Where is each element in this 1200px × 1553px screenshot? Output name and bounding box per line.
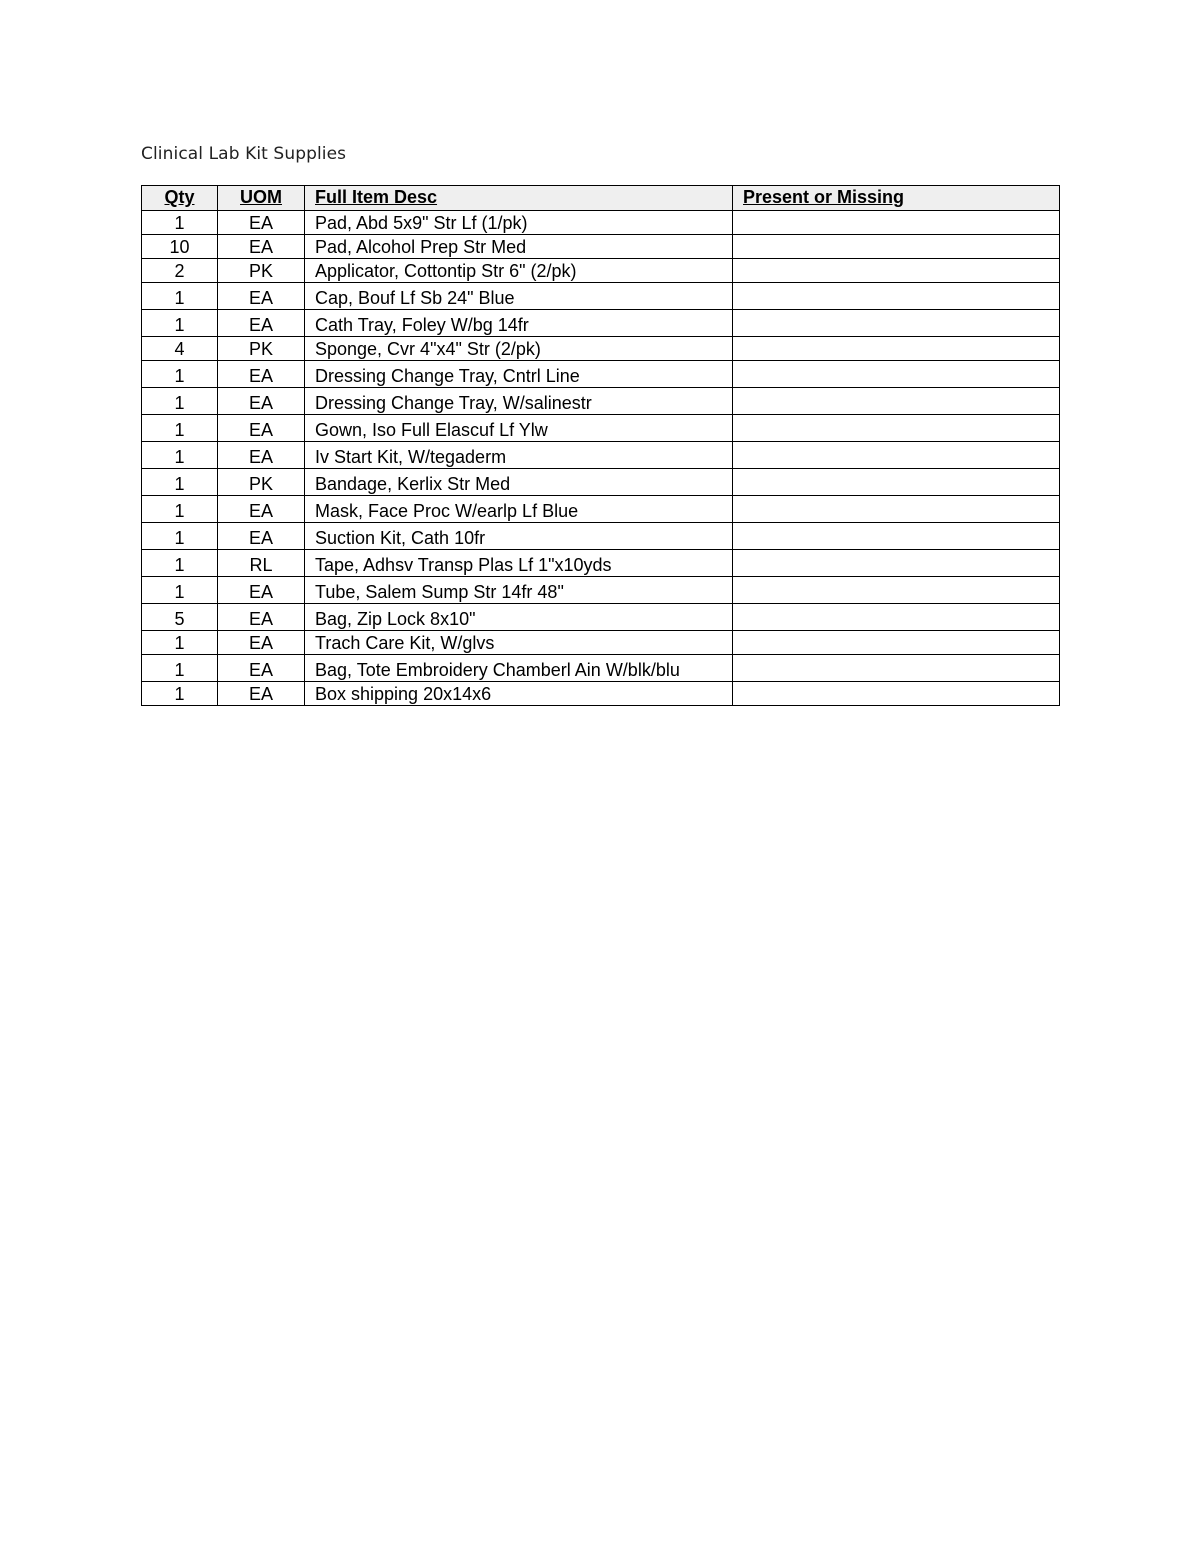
uom-cell: EA bbox=[218, 523, 305, 550]
present-or-missing-cell[interactable] bbox=[733, 211, 1060, 235]
item-desc-cell: Box shipping 20x14x6 bbox=[305, 682, 733, 706]
qty-cell: 1 bbox=[142, 550, 218, 577]
uom-cell: EA bbox=[218, 682, 305, 706]
qty-cell: 1 bbox=[142, 442, 218, 469]
uom-cell: EA bbox=[218, 388, 305, 415]
present-or-missing-cell[interactable] bbox=[733, 283, 1060, 310]
item-desc-cell: Applicator, Cottontip Str 6" (2/pk) bbox=[305, 259, 733, 283]
uom-cell: EA bbox=[218, 211, 305, 235]
table-row bbox=[142, 655, 1060, 682]
qty-cell: 4 bbox=[142, 337, 218, 361]
qty-cell: 1 bbox=[142, 415, 218, 442]
uom-cell: EA bbox=[218, 631, 305, 655]
qty-cell: 1 bbox=[142, 361, 218, 388]
item-desc-cell: Suction Kit, Cath 10fr bbox=[305, 523, 733, 550]
present-or-missing-cell[interactable] bbox=[733, 337, 1060, 361]
table-row bbox=[142, 442, 1060, 469]
header-full-item-desc: Full Item Desc bbox=[305, 186, 733, 211]
table-row bbox=[142, 259, 1060, 283]
table-row bbox=[142, 388, 1060, 415]
present-or-missing-cell[interactable] bbox=[733, 259, 1060, 283]
table-row bbox=[142, 550, 1060, 577]
item-desc-cell: Tube, Salem Sump Str 14fr 48" bbox=[305, 577, 733, 604]
present-or-missing-cell[interactable] bbox=[733, 604, 1060, 631]
item-desc-cell: Gown, Iso Full Elascuf Lf Ylw bbox=[305, 415, 733, 442]
qty-cell: 1 bbox=[142, 283, 218, 310]
item-desc-cell: Sponge, Cvr 4"x4" Str (2/pk) bbox=[305, 337, 733, 361]
header-qty: Qty bbox=[142, 186, 218, 211]
qty-cell: 2 bbox=[142, 259, 218, 283]
uom-cell: PK bbox=[218, 469, 305, 496]
table-row bbox=[142, 469, 1060, 496]
item-desc-cell: Cath Tray, Foley W/bg 14fr bbox=[305, 310, 733, 337]
table-row bbox=[142, 682, 1060, 706]
present-or-missing-cell[interactable] bbox=[733, 388, 1060, 415]
present-or-missing-cell[interactable] bbox=[733, 469, 1060, 496]
uom-cell: RL bbox=[218, 550, 305, 577]
qty-cell: 1 bbox=[142, 388, 218, 415]
qty-cell: 1 bbox=[142, 631, 218, 655]
present-or-missing-cell[interactable] bbox=[733, 442, 1060, 469]
uom-cell: EA bbox=[218, 577, 305, 604]
qty-cell: 5 bbox=[142, 604, 218, 631]
uom-cell: EA bbox=[218, 496, 305, 523]
table-row bbox=[142, 310, 1060, 337]
item-desc-cell: Bag, Zip Lock 8x10" bbox=[305, 604, 733, 631]
qty-cell: 1 bbox=[142, 523, 218, 550]
present-or-missing-cell[interactable] bbox=[733, 235, 1060, 259]
qty-cell: 10 bbox=[142, 235, 218, 259]
uom-cell: EA bbox=[218, 283, 305, 310]
qty-cell: 1 bbox=[142, 655, 218, 682]
present-or-missing-cell[interactable] bbox=[733, 631, 1060, 655]
item-desc-cell: Mask, Face Proc W/earlp Lf Blue bbox=[305, 496, 733, 523]
item-desc-cell: Trach Care Kit, W/glvs bbox=[305, 631, 733, 655]
table-row bbox=[142, 631, 1060, 655]
document-title: Clinical Lab Kit Supplies bbox=[141, 144, 347, 164]
table-row bbox=[142, 523, 1060, 550]
present-or-missing-cell[interactable] bbox=[733, 655, 1060, 682]
uom-cell: EA bbox=[218, 604, 305, 631]
uom-cell: EA bbox=[218, 361, 305, 388]
table-row bbox=[142, 496, 1060, 523]
item-desc-cell: Pad, Abd 5x9" Str Lf (1/pk) bbox=[305, 211, 733, 235]
uom-cell: PK bbox=[218, 337, 305, 361]
present-or-missing-cell[interactable] bbox=[733, 310, 1060, 337]
table-row bbox=[142, 283, 1060, 310]
present-or-missing-cell[interactable] bbox=[733, 682, 1060, 706]
qty-cell: 1 bbox=[142, 469, 218, 496]
supply-table bbox=[141, 185, 1060, 706]
item-desc-cell: Dressing Change Tray, W/salinestr bbox=[305, 388, 733, 415]
uom-cell: PK bbox=[218, 259, 305, 283]
table-row bbox=[142, 415, 1060, 442]
present-or-missing-cell[interactable] bbox=[733, 496, 1060, 523]
present-or-missing-cell[interactable] bbox=[733, 577, 1060, 604]
table-row bbox=[142, 604, 1060, 631]
uom-cell: EA bbox=[218, 310, 305, 337]
qty-cell: 1 bbox=[142, 310, 218, 337]
table-header-row bbox=[142, 186, 1060, 211]
header-present-or-missing: Present or Missing bbox=[733, 186, 1060, 211]
uom-cell: EA bbox=[218, 235, 305, 259]
item-desc-cell: Iv Start Kit, W/tegaderm bbox=[305, 442, 733, 469]
item-desc-cell: Bandage, Kerlix Str Med bbox=[305, 469, 733, 496]
item-desc-cell: Cap, Bouf Lf Sb 24" Blue bbox=[305, 283, 733, 310]
item-desc-cell: Pad, Alcohol Prep Str Med bbox=[305, 235, 733, 259]
uom-cell: EA bbox=[218, 415, 305, 442]
present-or-missing-cell[interactable] bbox=[733, 361, 1060, 388]
item-desc-cell: Bag, Tote Embroidery Chamberl Ain W/blk/blu bbox=[305, 655, 733, 682]
present-or-missing-cell[interactable] bbox=[733, 523, 1060, 550]
qty-cell: 1 bbox=[142, 211, 218, 235]
table-row bbox=[142, 211, 1060, 235]
uom-cell: EA bbox=[218, 655, 305, 682]
item-desc-cell: Dressing Change Tray, Cntrl Line bbox=[305, 361, 733, 388]
table-row bbox=[142, 235, 1060, 259]
qty-cell: 1 bbox=[142, 496, 218, 523]
item-desc-cell: Tape, Adhsv Transp Plas Lf 1"x10yds bbox=[305, 550, 733, 577]
qty-cell: 1 bbox=[142, 682, 218, 706]
table-row bbox=[142, 361, 1060, 388]
qty-cell: 1 bbox=[142, 577, 218, 604]
table-row bbox=[142, 337, 1060, 361]
present-or-missing-cell[interactable] bbox=[733, 550, 1060, 577]
header-uom: UOM bbox=[218, 186, 305, 211]
uom-cell: EA bbox=[218, 442, 305, 469]
table-row bbox=[142, 577, 1060, 604]
present-or-missing-cell[interactable] bbox=[733, 415, 1060, 442]
